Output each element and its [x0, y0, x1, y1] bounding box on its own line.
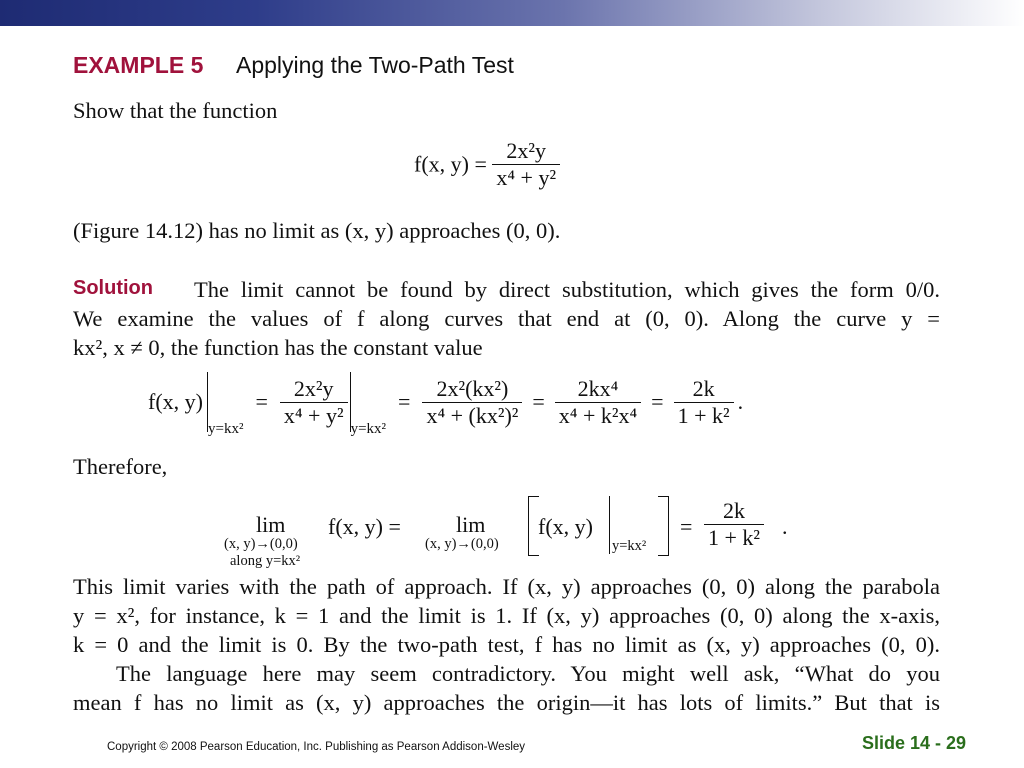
- paragraph-1-line-3: k = 0 and the limit is 0. By the two-path test, f has no limit as (x, y) approaches (0, 0).: [73, 632, 940, 657]
- example-title: Applying the Two-Path Test: [236, 52, 514, 78]
- top-gradient-bar: [0, 0, 1024, 26]
- function-definition: [414, 138, 560, 191]
- paragraph-1-line-1: This limit varies with the path of approach. If (x, y) approaches (0, 0) along the parabola: [73, 574, 940, 599]
- eq2-bracket-f: f(x, y): [538, 514, 593, 539]
- constant-value-equation: f(x, y) y=kx² = $\frac{\text{2x²y}}{\text{x⁴ + y²}}$ y=kx² = $\frac{\text{2x²(kx²)}}{\text{x⁴ + (kx²)²}}$ = $\frac{\text{2kx⁴}}{\text{x⁴ + k²x⁴}}$ = $\frac{2k}{\text{1 + k²}}$ .: [148, 372, 743, 432]
- eq1-eval-at-2: y=kx²: [350, 421, 387, 437]
- lim-1-sub: (x, y)→(0,0): [224, 536, 298, 552]
- limit-equation: lim (x, y)→(0,0) along y=kx² f(x, y) = lim (x, y)→(0,0) f(x, y) y=kx² = $\frac{2k}{\text{1 + k²}}$ .: [224, 498, 788, 569]
- lim-2-sub: (x, y)→(0,0): [425, 536, 499, 552]
- intro-line-2: (Figure 14.12) has no limit as (x, y) approaches (0, 0).: [73, 218, 561, 243]
- eq1-eval-at-1: y=kx²: [207, 421, 244, 437]
- slide-number: Slide 14 - 29: [862, 733, 967, 753]
- lim-1: lim: [256, 512, 286, 537]
- lim-1-sub-2: along y=kx²: [230, 553, 301, 569]
- eq1-lhs: f(x, y): [148, 389, 203, 414]
- paragraph-2-line-1: The language here may seem contradictory. You might well ask, “What do you: [116, 661, 940, 686]
- eq1-fraction-3: $\frac{\text{2kx⁴}}{\text{x⁴ + k²x⁴}}$: [555, 376, 641, 429]
- solution-line-1: The limit cannot be found by direct substitution, which gives the form 0/0.: [194, 277, 940, 302]
- intro-line-1: Show that the function: [73, 98, 278, 123]
- eq1-fraction-2: $\frac{\text{2x²(kx²)}}{\text{x⁴ + (kx²)²}}$: [422, 376, 522, 429]
- paragraph-1-line-2: y = x², for instance, k = 1 and the limit is 1. If (x, y) approaches (0, 0) along the x-axis,: [73, 603, 940, 628]
- eq2-eval-at: y=kx²: [612, 538, 647, 554]
- solution-label: Solution: [73, 277, 153, 299]
- solution-line-3: kx², x ≠ 0, the function has the constant value: [73, 335, 483, 360]
- right-bracket: [658, 496, 669, 556]
- function-fraction: [492, 138, 560, 191]
- example-label: EXAMPLE 5: [73, 52, 204, 78]
- solution-line-2: We examine the values of f along curves that end at (0, 0). Along the curve y =: [73, 306, 940, 331]
- copyright-footer: Copyright © 2008 Pearson Education, Inc. Publishing as Pearson Addison-Wesley: [107, 741, 526, 753]
- function-denominator: x⁴ + y²: [492, 164, 560, 191]
- eval-bar: [609, 496, 610, 554]
- therefore-text: Therefore,: [73, 454, 168, 479]
- paragraph-2-line-2: mean f has no limit as (x, y) approaches the origin—it has lots of limits.” But that is: [73, 690, 940, 715]
- function-numerator: 2x²y: [506, 138, 547, 163]
- eq2-rhs-fraction: $\frac{2k}{\text{1 + k²}}$: [704, 498, 764, 551]
- lim-2: lim: [456, 512, 486, 537]
- eq2-fxy: f(x, y) =: [328, 514, 401, 539]
- eq1-fraction-4: $\frac{2k}{\text{1 + k²}}$: [674, 376, 734, 429]
- function-lhs: f(x, y) =: [414, 151, 487, 177]
- eq1-fraction-1: $\frac{\text{2x²y}}{\text{x⁴ + y²}}$: [280, 376, 348, 429]
